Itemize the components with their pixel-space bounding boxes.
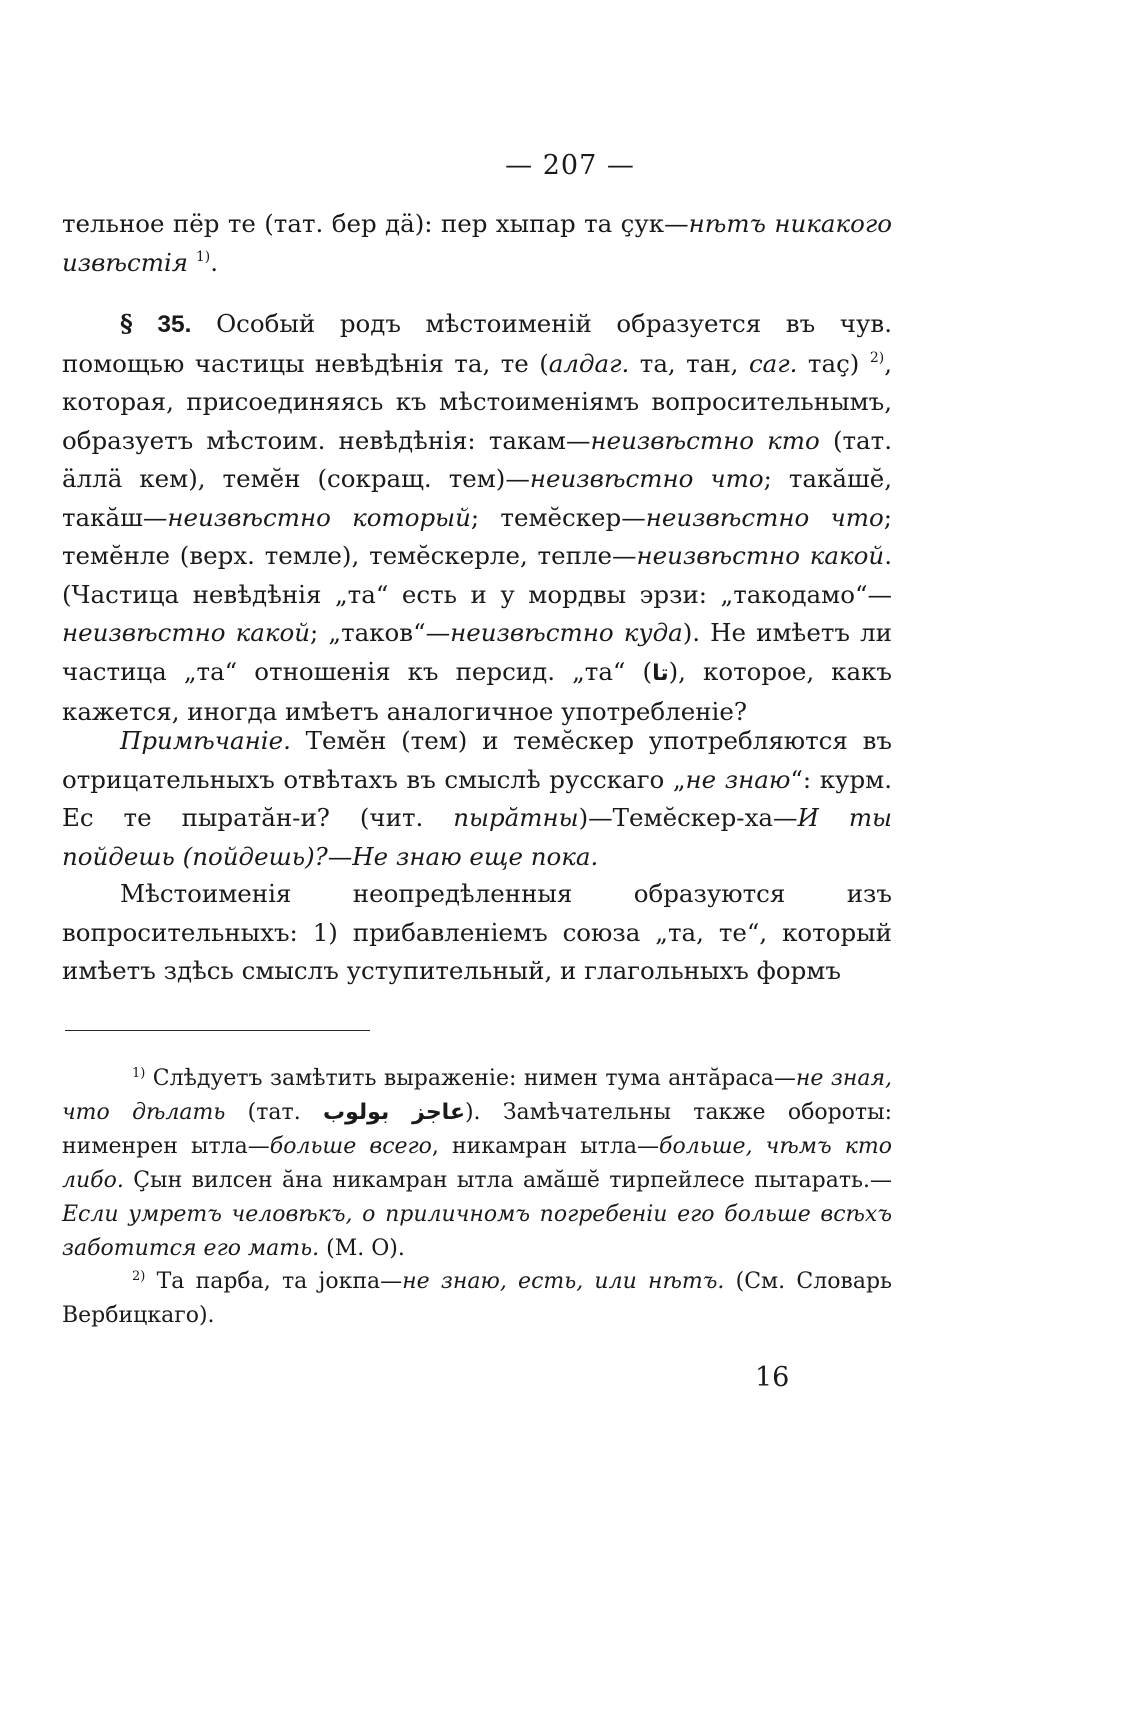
italic-text: неизвѣстно что [645,502,884,532]
footnote-divider [65,1030,370,1031]
text: (М. О). [319,1236,405,1261]
italic-text: неизвѣстно что [529,464,764,493]
italic-text: Примѣчаніе. [120,726,291,755]
section-sign: § [120,309,133,338]
italic-text: не зная, что дѣлать [62,1066,893,1125]
italic-text: неизвѣстно какой [62,618,311,647]
text: таҫ) [797,348,870,378]
italic-text: алдаг. [548,348,630,378]
italic-text: больше всего [269,1134,432,1159]
text: (тат. äллä кем), темӗн (сокращ. тем)— [62,425,893,493]
italic-text: не знаю, есть, или нѣтъ. [402,1269,725,1294]
footnote-marker: 2) [132,1269,146,1284]
text: Мѣстоименія неопредѣленныя образуются изъ вопросительныхъ: 1) прибавленіемъ союза „та, те“, который имѣетъ здѣсь смыслъ уступительный, и глагольныхъ формъ [62,879,892,985]
italic-text: неизвѣстно который [167,502,471,532]
text: Слѣдуетъ замѣтить выраженіе: нимен тума антӑраса— [145,1066,796,1091]
italic-text: И ты пойдешь (пойдешь)?—Не знаю еще пока. [62,803,893,871]
section-35-paragraph [62,305,892,732]
footnote-marker: 1) [132,1066,146,1081]
footnote-ref-2[interactable]: 2) [869,349,885,366]
text: ). Замѣчательны также обороты: нименрен ытла— [62,1100,892,1159]
text: ; темӗскер— [470,502,646,532]
italic-text: неизвѣстно кто [590,425,820,455]
italic-text: неизвѣстно какой [636,541,885,570]
text: Темӗн (тем) и темӗскер употребляются въ отрицательныхъ отвѣтахъ въ смыслѣ русскаго „ [62,726,892,794]
text: . [210,247,218,277]
arabic-phrase: عاجز بولوب [322,1100,465,1125]
italic-text: больше, чѣмъ кто либо. [62,1134,893,1193]
text: . (Частица невѣдѣнія „та“ есть и у мордвы эрзи: „такодамо“— [62,541,892,609]
text: ). Не имѣетъ ли частица „та“ отношенія къ персид. „та“ ( [62,618,892,686]
page-number: — 207 — [505,150,635,181]
text: ; такӑшӗ, такӑш— [62,464,893,532]
italic-text: неизвѣстно куда [450,618,683,647]
italic-text: Если умретъ человѣкъ, о приличномъ погребеніи его больше всѣхъ заботится его мать. [62,1202,892,1261]
footnote-ref-1[interactable]: 1) [195,248,211,265]
text: та, тан, [629,348,749,378]
text: ), которое, какъ кажется, иногда имѣетъ аналогичное употребленіе? [62,656,892,726]
arabic-word: تا [652,660,669,686]
footnote-2 [62,1265,892,1333]
text: тельное пёр те (тат. бер дä): пер хыпар та ҫук— [62,209,689,238]
text: , никамран ытла— [431,1134,660,1159]
text: (См. Словарь Вербицкаго). [62,1269,892,1328]
text: (тат. [225,1100,323,1125]
text: Та парба, та јокпа— [145,1269,403,1294]
text: )—Темӗскер-ха— [578,803,798,832]
text: , которая, присоединяясь къ мѣстоименіямъ вопросительнымъ, образуетъ мѣстоим. невѣдѣнія: такам— [62,348,892,455]
italic-text: не знаю [685,764,791,794]
text: “: курм. Ес те пыратӑн-и? (чит. [62,764,892,832]
italic-text: нѣтъ никакого извѣстія [62,209,892,277]
footnote-1 [62,1062,892,1266]
text: ; темӗнле (верх. темле), темӗскерле, тепле— [62,502,892,570]
section-number: 35. [157,311,192,338]
printer-signature: 16 [755,1362,790,1393]
text: ; „таков“— [310,618,451,647]
note-paragraph [62,722,892,876]
italic-text: саг. [748,348,798,378]
text: Особый родъ мѣстоименій образуется въ чув. помощью частицы невѣдѣнія та, те ( [62,309,892,378]
text: Ҫын вилсен ӑна никамран ытла амӑшӗ тирпейлесе пытарать.— [123,1168,892,1193]
paragraph-continuation [62,205,892,282]
indefinite-pronouns-paragraph [62,875,892,991]
italic-text: пырӑтны [453,803,579,832]
